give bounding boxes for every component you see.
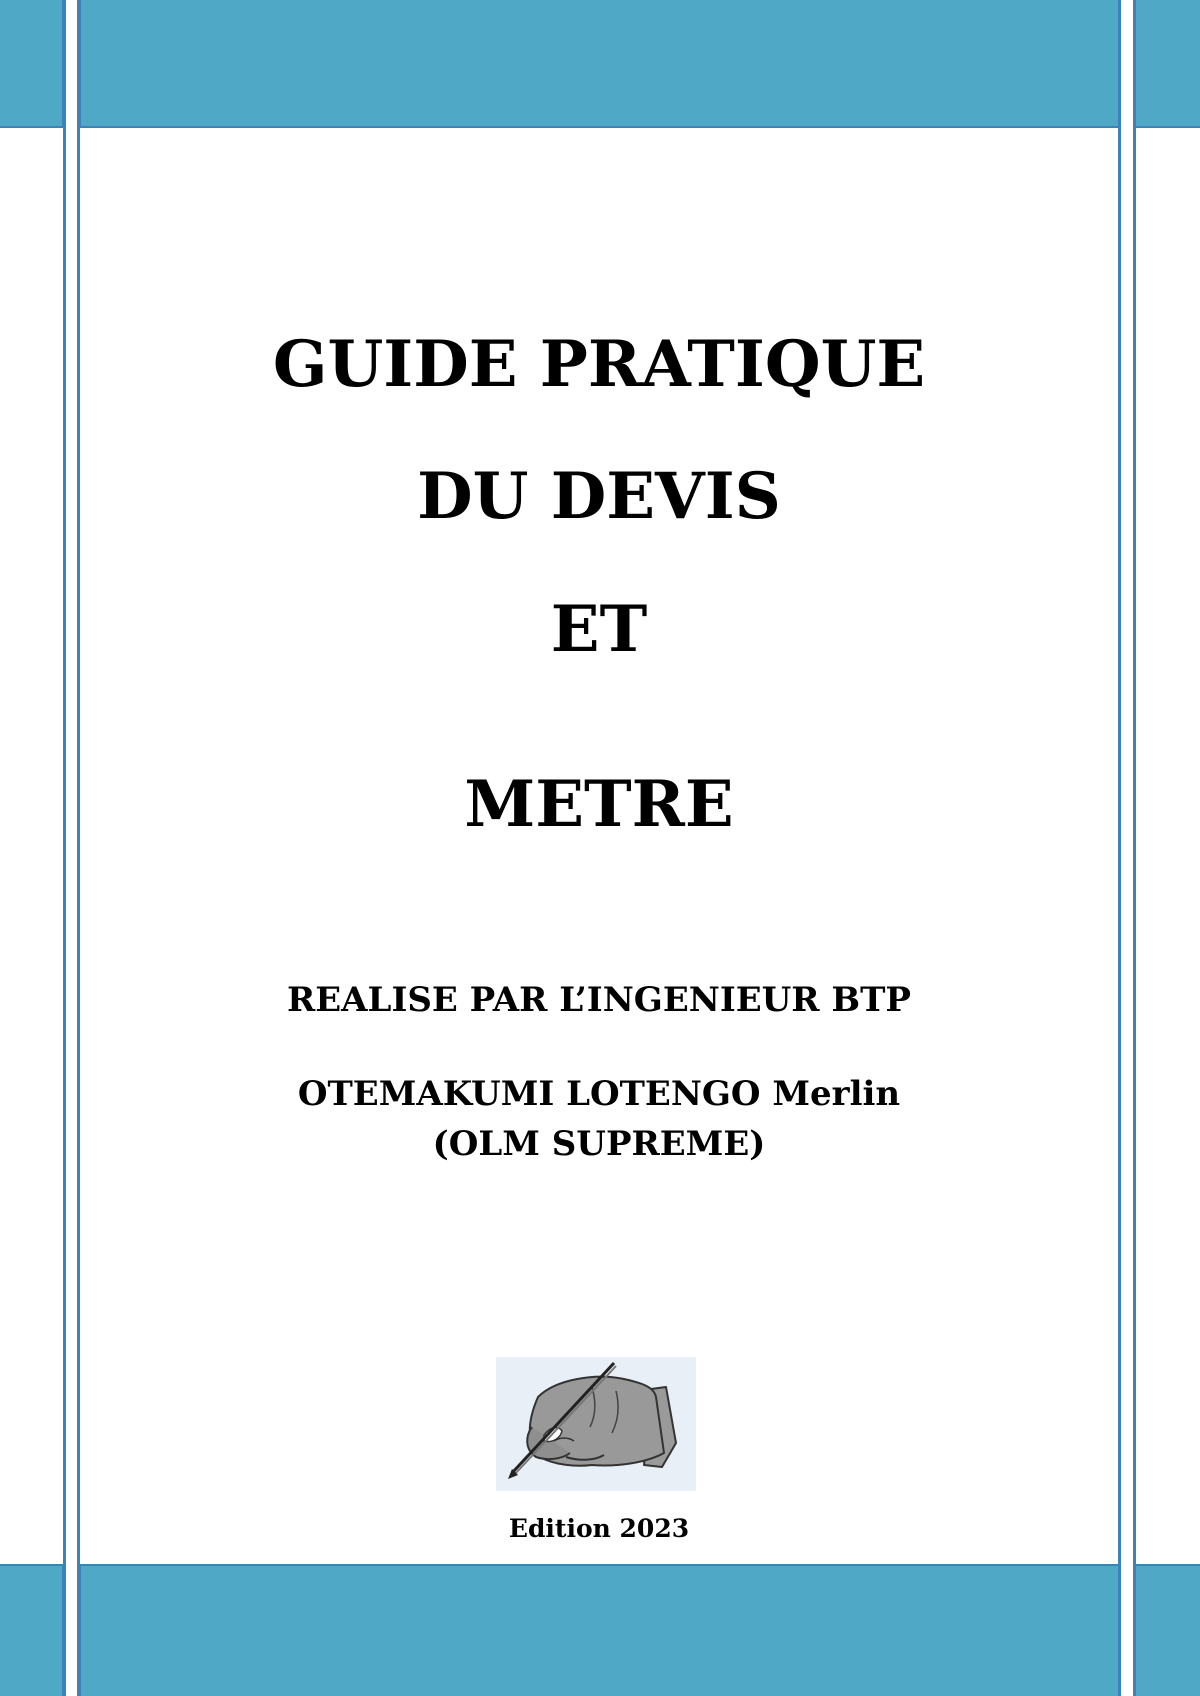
footer-band-left (0, 1564, 64, 1696)
header-band-right (1134, 0, 1200, 128)
title-line-3: ET (550, 592, 648, 667)
frame-line-left-outer (63, 0, 66, 1696)
footer-band (79, 1564, 1120, 1696)
author-intro: REALISE PAR L’INGENIEUR BTP (286, 980, 911, 1020)
author-name: OTEMAKUMI LOTENGO Merlin (297, 1074, 901, 1114)
hand-writing-with-pen-icon (496, 1357, 696, 1491)
header-band-left (0, 0, 64, 128)
title-line-2: DU DEVIS (417, 459, 781, 534)
frame-line-left-inner (77, 0, 80, 1696)
title-line-4: METRE (464, 767, 734, 842)
edition-label: Edition 2023 (508, 1514, 690, 1543)
title-line-1: GUIDE PRATIQUE (272, 327, 926, 402)
author-alias: (OLM SUPREME) (432, 1124, 766, 1164)
header-band (79, 0, 1120, 128)
frame-line-right-outer (1133, 0, 1136, 1696)
footer-band-right (1134, 1564, 1200, 1696)
frame-line-right-inner (1118, 0, 1121, 1696)
